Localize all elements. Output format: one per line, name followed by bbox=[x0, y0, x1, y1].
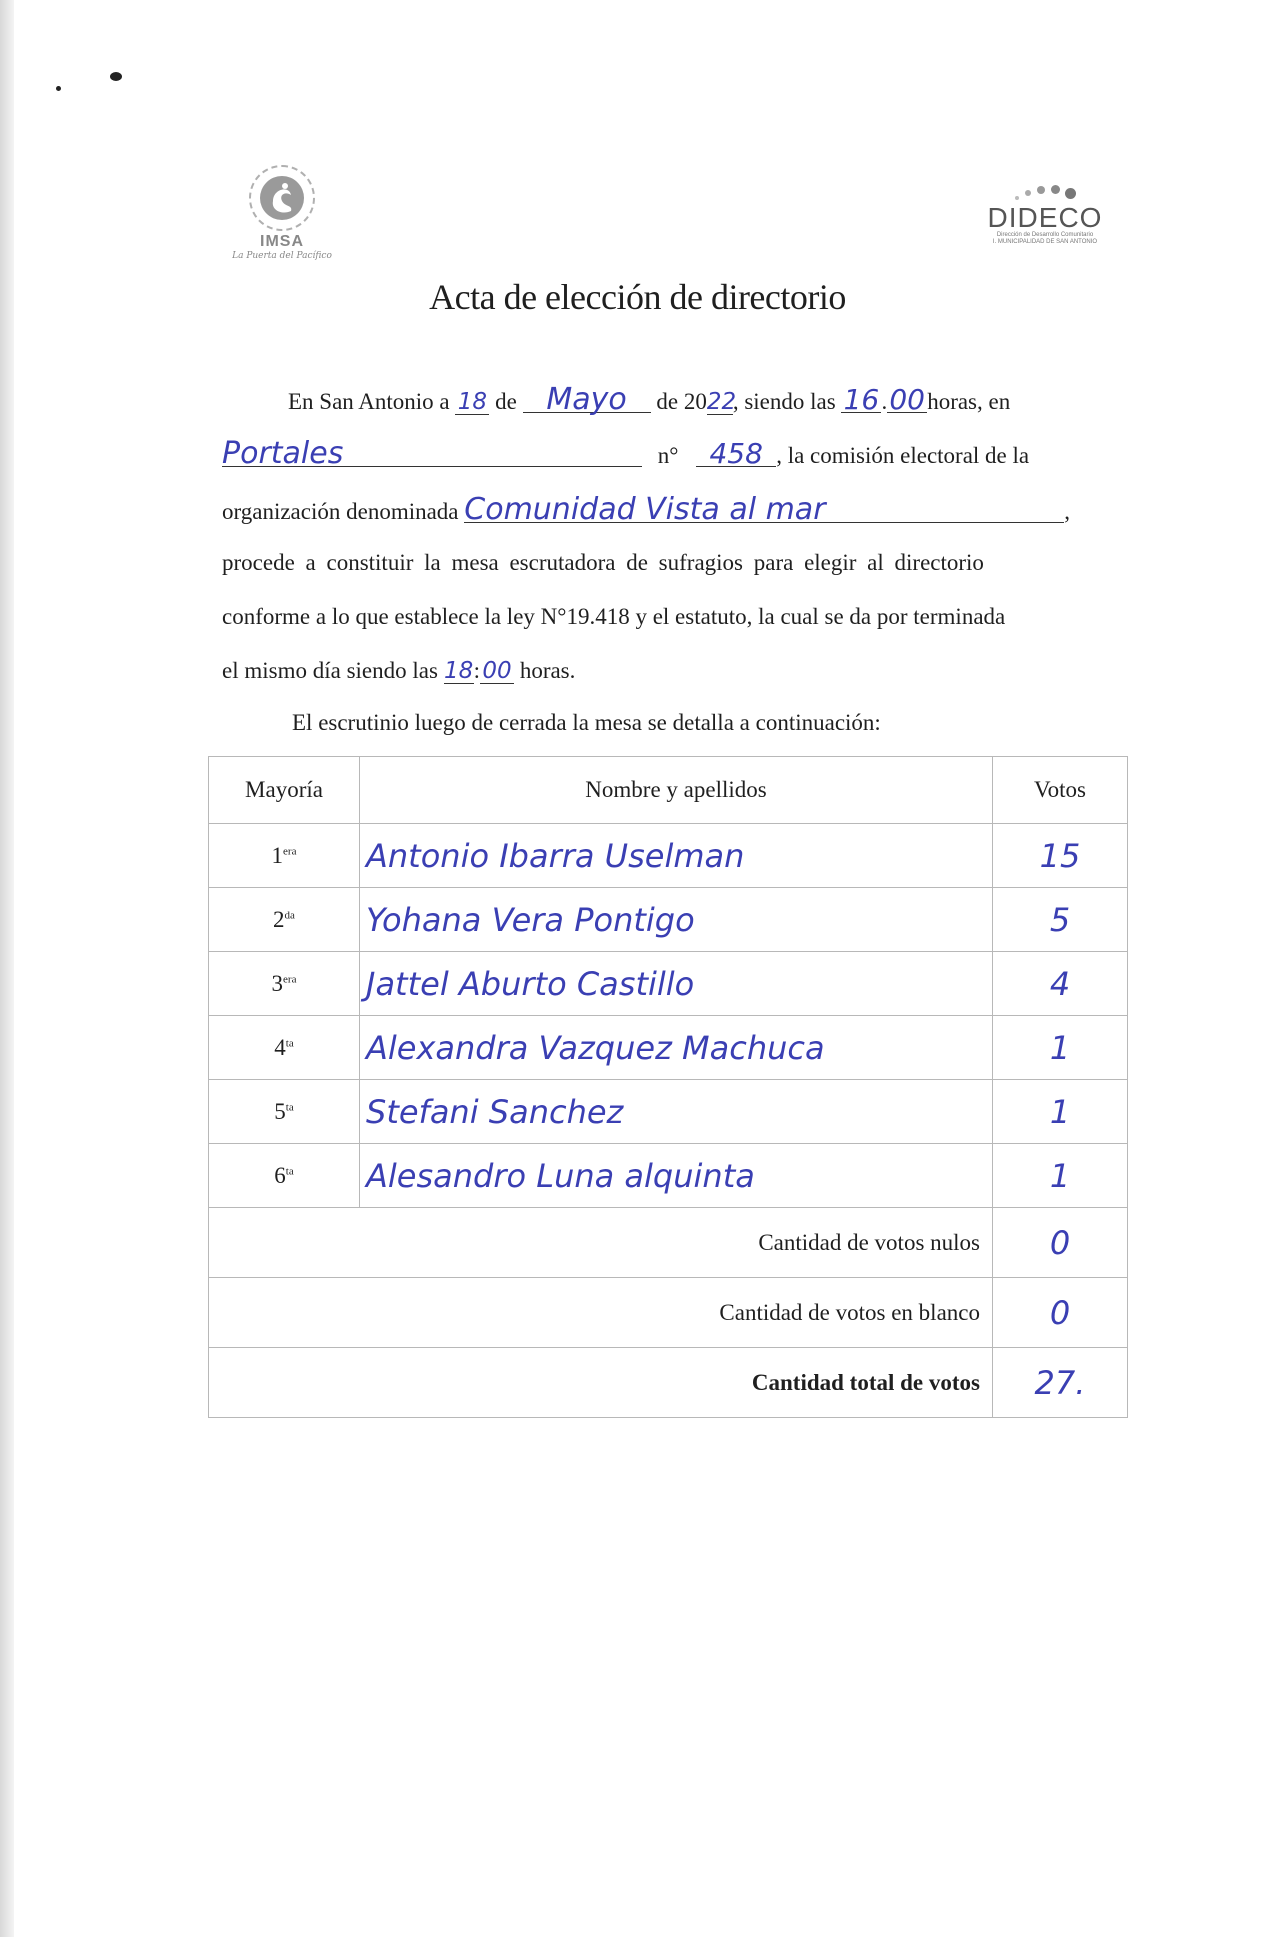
closing-time-line bbox=[222, 658, 575, 684]
page-title: Acta de elección de directorio bbox=[429, 277, 846, 317]
address-rest: , la comisión electoral de la bbox=[776, 443, 1030, 468]
hour-value: 16 bbox=[841, 388, 881, 413]
nulos-value: 0 bbox=[993, 1208, 1128, 1278]
paragraph-line-4: procede a constituir la mesa escrutadora de sufragios para elegir al directorio bbox=[222, 550, 984, 575]
street-value: Portales bbox=[222, 442, 642, 467]
candidate-name: Stefani Sanchez bbox=[360, 1080, 993, 1144]
rank-cell: $2^{da}$ bbox=[209, 888, 360, 952]
closing-separator: : bbox=[473, 658, 481, 683]
rank-cell: $4^{ta}$ bbox=[209, 1016, 360, 1080]
candidate-name: Jattel Aburto Castillo bbox=[360, 952, 993, 1016]
year-prefix: de 20 bbox=[656, 389, 707, 414]
closing-minutes-value: 00 bbox=[480, 659, 514, 684]
dideco-brand: DIDECO bbox=[987, 202, 1103, 233]
date-prefix: En San Antonio a bbox=[288, 389, 450, 414]
table-row bbox=[209, 824, 1128, 888]
month-value: Mayo bbox=[523, 388, 651, 413]
table-row bbox=[209, 1016, 1128, 1080]
dideco-dots-icon bbox=[985, 180, 1105, 204]
total-row bbox=[209, 1348, 1128, 1418]
scrutiny-intro: El escrutinio luego de cerrada la mesa se detalla a continuación: bbox=[292, 710, 881, 735]
closing-suffix: horas. bbox=[519, 658, 576, 683]
rank-cell: $5^{ta}$ bbox=[209, 1080, 360, 1144]
org-prefix: organización denominada bbox=[222, 499, 459, 524]
org-name-value: Comunidad Vista al mar bbox=[464, 498, 1064, 523]
blanco-label: Cantidad de votos en blanco bbox=[209, 1278, 993, 1348]
blanco-row bbox=[209, 1278, 1128, 1348]
org-comma: , bbox=[1064, 499, 1071, 524]
imsa-logo bbox=[212, 165, 352, 275]
scan-mark bbox=[110, 72, 122, 81]
rank-cell: $6^{ta}$ bbox=[209, 1144, 360, 1208]
candidate-votes: 15 bbox=[993, 824, 1128, 888]
siendo-text: , siendo las bbox=[732, 389, 836, 414]
total-label: Cantidad total de votos bbox=[209, 1348, 993, 1418]
header-nombre: Nombre y apellidos bbox=[360, 757, 993, 824]
paragraph-line-5: conforme a lo que establece la ley N°19.418 y el estatuto, la cual se da por terminada bbox=[222, 604, 1006, 629]
date-line bbox=[288, 382, 1011, 417]
rank-cell: $3^{era}$ bbox=[209, 952, 360, 1016]
total-value: 27. bbox=[993, 1348, 1128, 1418]
address-line bbox=[222, 436, 1030, 471]
candidate-votes: 5 bbox=[993, 888, 1128, 952]
dideco-logo bbox=[985, 180, 1105, 246]
candidate-votes: 1 bbox=[993, 1016, 1128, 1080]
candidate-name: Antonio Ibarra Uselman bbox=[360, 824, 993, 888]
dideco-subtitle: Dirección de Desarrollo Comunitario bbox=[996, 232, 1094, 238]
number-value: 458 bbox=[696, 442, 776, 467]
dideco-subtitle-2: I. MUNICIPALIDAD DE SAN ANTONIO bbox=[992, 239, 1098, 245]
imsa-motto: La Puerta del Pacífico bbox=[232, 251, 332, 261]
n-label: n° bbox=[657, 443, 679, 468]
imsa-brand: IMSA bbox=[260, 233, 304, 250]
closing-prefix: el mismo día siendo las bbox=[222, 658, 438, 683]
imsa-seal-icon bbox=[249, 165, 315, 231]
nulos-label: Cantidad de votos nulos bbox=[209, 1208, 993, 1278]
horas-en-text: horas, en bbox=[927, 389, 1011, 414]
table-row bbox=[209, 1080, 1128, 1144]
time-separator: . bbox=[881, 389, 888, 414]
scan-mark bbox=[56, 86, 61, 91]
day-value: 18 bbox=[455, 390, 489, 415]
candidate-votes: 4 bbox=[993, 952, 1128, 1016]
minutes-value: 00 bbox=[887, 388, 927, 413]
candidate-votes: 1 bbox=[993, 1080, 1128, 1144]
candidate-name: Yohana Vera Pontigo bbox=[360, 888, 993, 952]
year-suffix-value: 22 bbox=[706, 389, 737, 415]
table-header bbox=[209, 757, 1128, 824]
table-row bbox=[209, 888, 1128, 952]
header-votos: Votos bbox=[993, 757, 1128, 824]
nulos-row bbox=[209, 1208, 1128, 1278]
closing-hour-value: 18 bbox=[444, 658, 474, 684]
de-text: de bbox=[495, 389, 517, 414]
header-mayoria: Mayoría bbox=[209, 757, 360, 824]
rank-cell: $1^{era}$ bbox=[209, 824, 360, 888]
results-table bbox=[208, 756, 1128, 1418]
candidate-votes: 1 bbox=[993, 1144, 1128, 1208]
candidate-name: Alexandra Vazquez Machuca bbox=[360, 1016, 993, 1080]
table-row bbox=[209, 1144, 1128, 1208]
blanco-value: 0 bbox=[993, 1278, 1128, 1348]
table-row bbox=[209, 952, 1128, 1016]
org-line bbox=[222, 492, 1071, 527]
candidate-name: Alesandro Luna alquinta bbox=[360, 1144, 993, 1208]
